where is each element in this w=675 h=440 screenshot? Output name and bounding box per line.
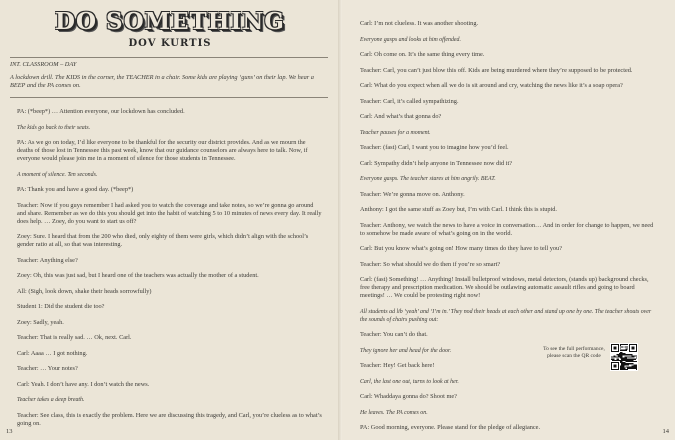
- dialogue-line: Teacher: You can’t do that.: [360, 331, 428, 338]
- dialogue-line: Carl: Yeah. I don’t have any. I don’t watch the news.: [17, 380, 150, 388]
- stage-direction: Everyone gasps and looks at him offended.: [360, 36, 461, 43]
- stage-direction: A moment of silence. Ten seconds.: [17, 171, 98, 178]
- dialogue-line: PA: Good morning, everyone. Please stand for the pledge of allegiance.: [360, 424, 541, 431]
- page-number-right: 14: [662, 428, 669, 435]
- dialogue-line: All: (Sigh, look down, shake their heads sorrowfully): [17, 287, 152, 295]
- dialogue-line: Zoey: Oh, this was just sad, but I heard one of the teachers was actually the mother of a student.: [17, 272, 259, 279]
- dialogue-line: Teacher: (fast) Carl, I want you to imagine how you’d feel.: [360, 144, 509, 151]
- scene-heading: INT. CLASSROOM – DAY: [10, 61, 77, 68]
- dialogue-line: Teacher: Carl, it’s called sympathizing.: [360, 97, 459, 105]
- stage-direction: Teacher pauses for a moment.: [360, 129, 431, 136]
- dialogue-line: Carl: What do you expect when all we do is sit around and cry, watching the news like it’s a soap opera?: [360, 82, 623, 89]
- dialogue-line: Teacher: We’re gonna move on. Anthony.: [360, 190, 465, 198]
- dialogue-line: Carl: And what’s that gonna do?: [360, 113, 442, 120]
- scene-description: A lockdown drill. The KIDS in the corner, the TEACHER in a chair. Some kids are playing ‘guns’ on their lap. We hear a BEEP and the PA comes on.: [10, 74, 314, 89]
- dialogue-line: Carl: But you know what’s going on! How many times do they have to tell you?: [360, 245, 562, 252]
- book-gutter: [338, 0, 342, 440]
- dialogue-line: Anthony: I got the same stuff as Zoey but, I’m with Carl. I think this is stupid.: [360, 206, 557, 213]
- dialogue-line: PA: (*beep*) … Attention everyone, our lockdown has concluded.: [17, 108, 185, 115]
- dialogue-line: Carl: Oh come on. It’s the same thing every time.: [360, 51, 485, 58]
- divider-top: [10, 57, 328, 58]
- author-name: DOV KURTIS: [128, 38, 212, 49]
- dialogue-line: Teacher: Hey! Get back here!: [360, 362, 435, 369]
- dialogue-line: Teacher: … Your notes?: [17, 365, 78, 372]
- dialogue-line: Teacher: See class, this is exactly the problem. Here we are discussing this tragedy, and Carl, you’re clueless as to what’s going on.: [17, 411, 322, 427]
- stage-direction: Teacher takes a deep breath.: [17, 397, 85, 403]
- left-script-column: [17, 108, 323, 435]
- dialogue-line: PA: As we go on today, I’d like everyone to be thankful for the security our district provides. And as we mourn the deaths of those lost in Tennessee this past week, know that our guidance counselors are always here to talk. Now, if everyone would please join me in a moment of silence for those students in Tennessee.: [17, 139, 308, 162]
- right-script-column: [360, 20, 658, 440]
- dialogue-line: Carl: Aaaa … I got nothing.: [17, 349, 88, 357]
- stage-direction: Carl, the last one out, turns to look at her.: [360, 378, 459, 385]
- stage-direction: He leaves. The PA comes on.: [360, 409, 428, 416]
- dialogue-line: Zoey: Sure. I heard that from the 200 who died, only eighty of them were girls, which didn’t align with the school’s gender ratio at all, so that was interesting.: [17, 233, 309, 248]
- dialogue-line: Carl: Whaddaya gonna do? Shoot me?: [360, 393, 457, 400]
- page-number-left: 13: [6, 428, 13, 435]
- dialogue-line: Teacher: Carl, you can’t just blow this off. Kids are being murdered where they’re supposed to be protected.: [360, 66, 633, 74]
- story-title: DO SOMETHING: [55, 8, 285, 35]
- dialogue-line: PA: Thank you and have a good day. (*beep*): [17, 186, 134, 193]
- divider-bottom: [10, 97, 328, 98]
- dialogue-line: Teacher: Now if you guys remember I had asked you to watch the coverage and take notes, so we’re gonna go around and share. Remember as we do this you should get into the habit of watching 5 to 10 minutes of news every day. It really does help. … Zoey, do you want to start us off?: [17, 201, 322, 225]
- dialogue-line: Carl: I’m not clueless. It was another shooting.: [360, 20, 479, 27]
- dialogue-line: Zoey: Sadly, yeah.: [17, 318, 64, 326]
- stage-direction: The kids go back to their seats.: [17, 124, 91, 131]
- dialogue-line: Teacher: That is really sad. … Ok, next. Carl.: [17, 334, 132, 341]
- dialogue-line: Teacher: Anything else?: [17, 256, 78, 264]
- dialogue-line: Student 1: Did the student die too?: [17, 303, 105, 310]
- dialogue-line: Teacher: So what should we do then if you’re so smart?: [360, 260, 501, 268]
- dialogue-line: Teacher: Anthony, we watch the news to have a voice in conversation… And in order for change to happen, we need to somehow be made aware of what’s going on in the world.: [360, 221, 654, 237]
- qr-code-icon[interactable]: [610, 343, 638, 371]
- dialogue-line: Carl: (fast) Something! … Anything! Install bulletproof windows, metal detectors, (stands up) background checks, free therapy and prescription medication. We should be outlawing automatic assault rifles and going to board meetings! … We could be protesting right now!: [360, 276, 649, 299]
- stage-direction: Everyone gasps. The teacher stares at him angrily. BEAT.: [360, 176, 496, 182]
- stage-direction: They ignore her and head for the door.: [360, 347, 452, 354]
- qr-caption: To see the full performance, please scan the QR code: [543, 346, 605, 359]
- dialogue-line: Carl: Sympathy didn’t help anyone in Tennessee now did it?: [360, 159, 513, 167]
- stage-direction: All students ad lib ‘yeah’ and ‘I’m in.’ They nod their heads at each other and stand up one by one. The teacher shouts over the sounds of chairs pushing out:: [360, 308, 652, 323]
